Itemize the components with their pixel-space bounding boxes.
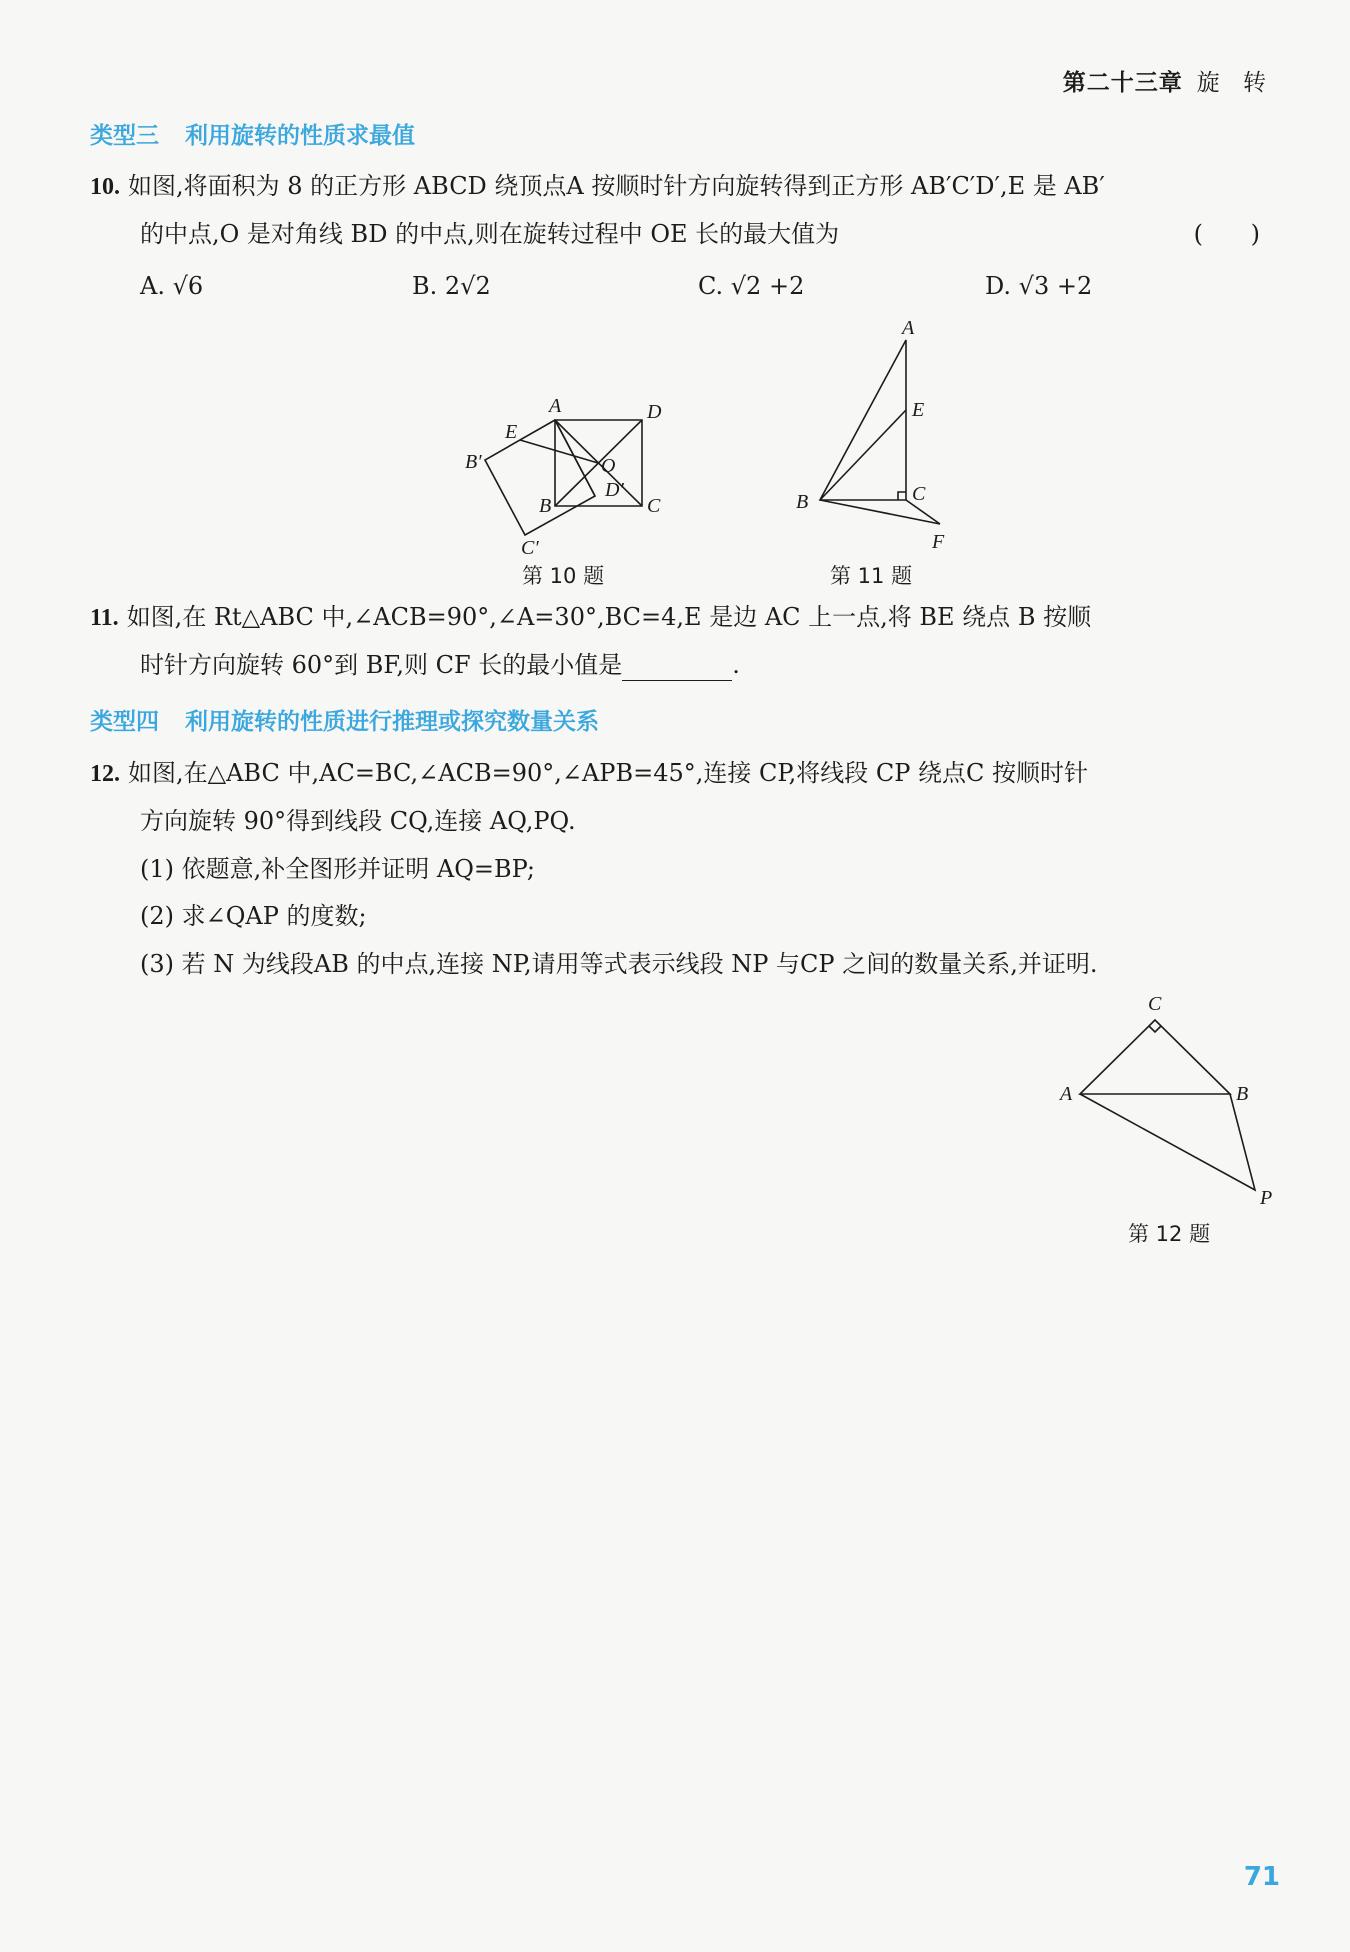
option-c: C. √2 +2: [698, 272, 805, 300]
label-c: C: [1148, 993, 1162, 1015]
question-12-line-1: [90, 757, 1280, 790]
figure-12-caption: 第 12 题: [1128, 1222, 1211, 1246]
label-e: E: [505, 421, 518, 443]
question-text: 时针方向旋转 60°到 BF,则 CF 长的最小值是: [140, 651, 623, 679]
label-b: B: [1236, 1083, 1249, 1105]
section-label: 类型三: [90, 123, 159, 149]
section-title: 利用旋转的性质进行推理或探究数量关系: [185, 709, 599, 735]
option-b: B. 2√2: [412, 272, 491, 300]
question-text: 如图,将面积为 8 的正方形 ABCD 绕顶点A 按顺时针方向旋转得到正方形 AB′C′D′,E 是 AB′: [128, 172, 1105, 200]
question-11-line-2: [140, 649, 1330, 681]
segments-ap-bp: [1080, 1094, 1255, 1190]
square-ab-c-d-prime: [485, 420, 595, 535]
segment-be: [820, 410, 906, 500]
chapter-header: [1063, 64, 1274, 97]
label-a: A: [549, 395, 562, 417]
label-c: C: [912, 483, 926, 505]
option-a: A. √6: [140, 272, 204, 300]
question-number: 12.: [90, 761, 120, 787]
label-b: B: [796, 491, 809, 513]
label-d-prime: D′: [605, 479, 624, 501]
question-10-line-1: [90, 170, 1280, 203]
section-heading-3: [90, 117, 415, 150]
label-a: A: [902, 318, 915, 339]
label-e: E: [912, 399, 925, 421]
label-d: D: [647, 401, 662, 423]
right-angle-mark: [898, 492, 906, 500]
question-text: 如图,在△ABC 中,AC=BC,∠ACB=90°,∠APB=45°,连接 CP,将线段 CP 绕点C 按顺时针: [128, 759, 1089, 787]
figure-11-caption: 第 11 题: [830, 564, 913, 588]
question-12-part-2: (2) 求∠QAP 的度数;: [140, 902, 367, 930]
label-f: F: [932, 531, 945, 553]
answer-blank[interactable]: [622, 658, 732, 681]
right-angle-mark: [1149, 1026, 1161, 1032]
figure-12: [1050, 990, 1290, 1220]
section-title: 利用旋转的性质求最值: [185, 123, 415, 149]
label-b: B: [539, 495, 552, 517]
question-text: 的中点,O 是对角线 BD 的中点,则在旋转过程中 OE 长的最大值为: [140, 220, 840, 248]
label-o: O: [601, 455, 616, 477]
triangle-abc: [820, 340, 906, 500]
question-10-line-2: [140, 218, 1280, 250]
figure-10: [455, 390, 685, 570]
question-number: 11.: [90, 605, 119, 631]
page-number: 71: [1243, 1862, 1280, 1892]
chapter-title: 第二十三章: [1062, 70, 1183, 96]
question-12-part-1: (1) 依题意,补全图形并证明 AQ=BP;: [140, 855, 536, 883]
figure-11: [780, 318, 970, 563]
figure-10-caption: 第 10 题: [522, 564, 605, 588]
segment-ad-prime: [555, 420, 595, 496]
section-label: 类型四: [90, 709, 159, 735]
question-11-line-1: [90, 601, 1280, 634]
question-text: 如图,在 Rt△ABC 中,∠ACB=90°,∠A=30°,BC=4,E 是边 AC 上一点,将 BE 绕点 B 按顺: [126, 603, 1092, 631]
answer-parentheses: ( ): [1193, 220, 1280, 248]
label-c-prime: C′: [521, 537, 539, 559]
question-number: 10.: [90, 174, 120, 200]
label-c: C: [647, 495, 661, 517]
option-d: D. √3 +2: [985, 272, 1093, 300]
question-12-line-2: 方向旋转 90°得到线段 CQ,连接 AQ,PQ.: [140, 807, 576, 835]
question-text-end: .: [732, 651, 740, 679]
question-12-part-3: (3) 若 N 为线段AB 的中点,连接 NP,请用等式表示线段 NP 与CP 之间的数量关系,并证明.: [140, 950, 1098, 978]
chapter-topic: 旋 转: [1196, 70, 1274, 96]
label-b-prime: B′: [465, 451, 482, 473]
label-p: P: [1260, 1187, 1273, 1209]
section-heading-4: [90, 703, 599, 736]
label-a: A: [1060, 1083, 1073, 1105]
